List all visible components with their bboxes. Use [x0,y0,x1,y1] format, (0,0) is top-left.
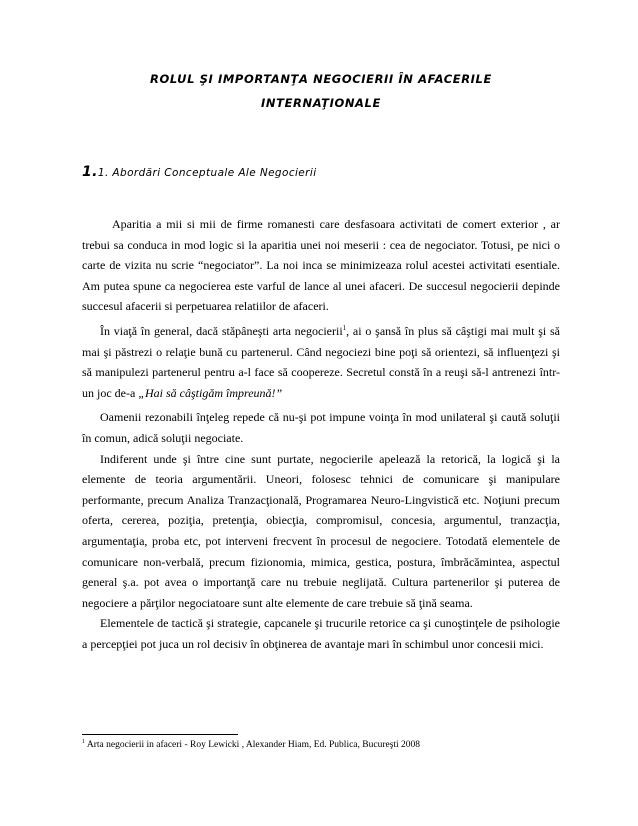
footnote [82,740,560,750]
paragraph-2-quote: „Hai să câştigăm împreună!” [138,385,283,400]
paragraph-5: Elementele de tactică şi strategie, capcanele şi trucurile retorice ca şi cunoştinţele de psihologie a percepţiei pot juca un rol decisiv în obţinerea de avantaje mari în schimbul unor concesii mici. [82,616,560,651]
footnote-reference: 1 [342,323,347,332]
paragraph-1: Aparitia a mii si mii de firme romanesti care desfasoara activitati de comert exterior , ar trebui sa conduca in mod logic si la aparitia unei noi meserii : cea de negociator. Totusi, pe nici o carte de vizita nu scrie “negociator”. La noi inca se minimizeaza rolul acestei activitati esentiale. Am putea spune ca negocierea este varful de lance al unei afaceri. De succesul negocierii depinde succesul afacerii si perpetuarea relatiilor de afaceri. [82,217,560,314]
document-title-line-2: INTERNAŢIONALE [261,96,381,110]
paragraph-3: Oamenii rezonabili înţeleg repede că nu-şi pot impune voinţa în mod unilateral şi caută soluţii în comun, adică soluţii negociate. [82,410,560,445]
section-heading-text: 1. Abordări Conceptuale Ale Negocierii [97,167,317,179]
body-text [82,214,560,654]
paragraph-2-text-a: În viaţă în general, dacă stăpâneşti arta negocierii [100,323,343,338]
paragraph-2 [82,321,560,403]
section-number: 1. [82,164,98,180]
footnote-text: Arta negocierii in afaceri - Roy Lewicki , Alexander Hiam, Ed. Publica, Bucureşti 2008 [86,740,421,750]
paragraph-2-text-b: , ai o şansă în plus să câştigi mai mult şi să mai şi păstrezi o relaţie bună cu partenerul. Când negociezi bine poţi să orientezi, să influenţezi şi să manipulezi partenerul pentru a-l face să coopereze. Secretul constă în a reuşi să-l antrenezi într-un joc de-a [82,323,560,400]
section-heading [82,164,317,180]
footnote-marker: 1 [82,738,85,745]
footnote-separator [82,734,238,735]
document-title-line-1: ROLUL ŞI IMPORTANŢA NEGOCIERII ÎN AFACERILE [150,72,492,86]
paragraph-4: Indiferent unde şi între cine sunt purtate, negocierile apelează la retorică, la logică şi la elemente de teoria argumentării. Uneori, folosesc tehnici de comunicare şi manipulare performante, precum Analiza Tranzacţională, Programarea Neuro-Lingvistică etc. Noţiuni precum oferta, cererea, poziţia, pretenţia, obiecţia, compromisul, concesia, argumentul, tranzacţia, argumentaţia, proba etc, pot interveni frecvent în procesul de negociere. Totodată elementele de comunicare non-verbală, precum fizionomia, mimica, gestica, postura, îmbrăcămintea, aspectul general ş.a. pot avea o importanţă care nu trebuie neglijată. Cultura partenerilor şi puterea de negociere a părţilor negociatoare sunt alte elemente de care trebuie să ţină seama. [82,451,560,610]
